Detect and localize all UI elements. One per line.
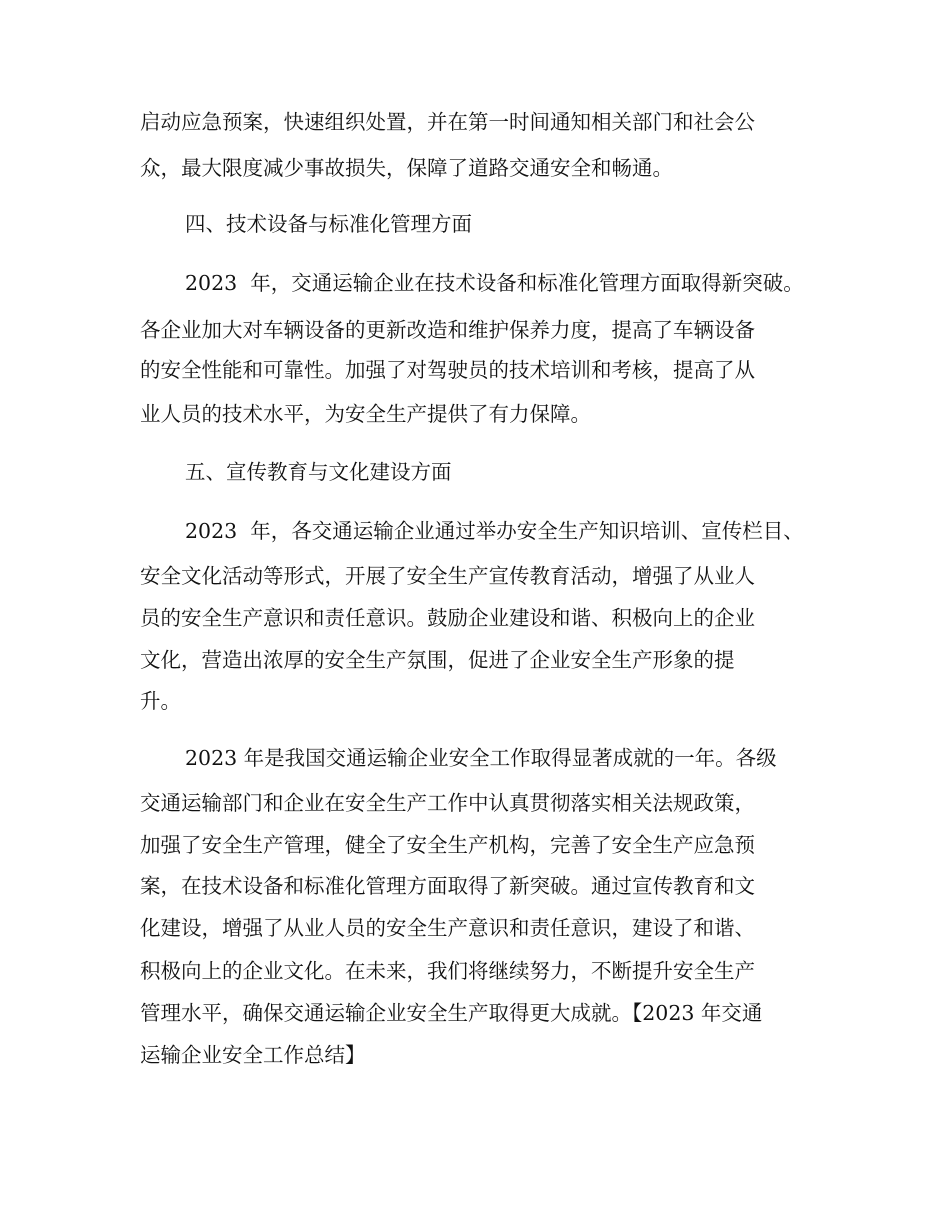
text-line: 交通运输部门和企业在安全生产工作中认真贯彻落实相关法规政策，: [140, 791, 755, 815]
text-line: 化建设，增强了从业人员的安全生产意识和责任意识，建设了和谐、: [140, 916, 755, 940]
text-line: 业人员的技术水平，为安全生产提供了有力保障。: [140, 402, 591, 426]
text-line: 的安全性能和可靠性。加强了对驾驶员的技术培训和考核，提高了从: [140, 358, 755, 382]
text-line: 众，最大限度减少事故损失，保障了道路交通安全和畅通。: [140, 156, 673, 180]
text-line: 升。: [140, 689, 181, 713]
text-line: 运输企业安全工作总结】: [140, 1043, 366, 1067]
text-line: 加强了安全生产管理，健全了安全生产机构，完善了安全生产应急预: [140, 833, 755, 857]
text-line: 启动应急预案，快速组织处置，并在第一时间通知相关部门和社会公: [140, 110, 755, 134]
text-line: 2023 年是我国交通运输企业安全工作取得显著成就的一年。各级: [185, 746, 777, 770]
text-line: 员的安全生产意识和责任意识。鼓励企业建设和谐、积极向上的企业: [140, 606, 755, 630]
text-line: 文化，营造出浓厚的安全生产氛围，促进了企业安全生产形象的提: [140, 648, 735, 672]
text-line: 管理水平，确保交通运输企业安全生产取得更大成就。【2023 年交通: [140, 1001, 763, 1025]
section-heading: 五、宣传教育与文化建设方面: [185, 460, 452, 484]
text-line: 案，在技术设备和标准化管理方面取得了新突破。通过宣传教育和文: [140, 874, 755, 898]
text-line: 各企业加大对车辆设备的更新改造和维护保养力度，提高了车辆设备: [140, 318, 755, 342]
text-line: 2023 年，各交通运输企业通过举办安全生产知识培训、宣传栏目、: [185, 519, 804, 543]
text-line: 2023 年，交通运输企业在技术设备和标准化管理方面取得新突破。: [185, 271, 804, 295]
section-heading: 四、技术设备与标准化管理方面: [185, 212, 472, 236]
text-line: 积极向上的企业文化。在未来，我们将继续努力，不断提升安全生产: [140, 959, 755, 983]
text-line: 安全文化活动等形式，开展了安全生产宣传教育活动，增强了从业人: [140, 564, 755, 588]
